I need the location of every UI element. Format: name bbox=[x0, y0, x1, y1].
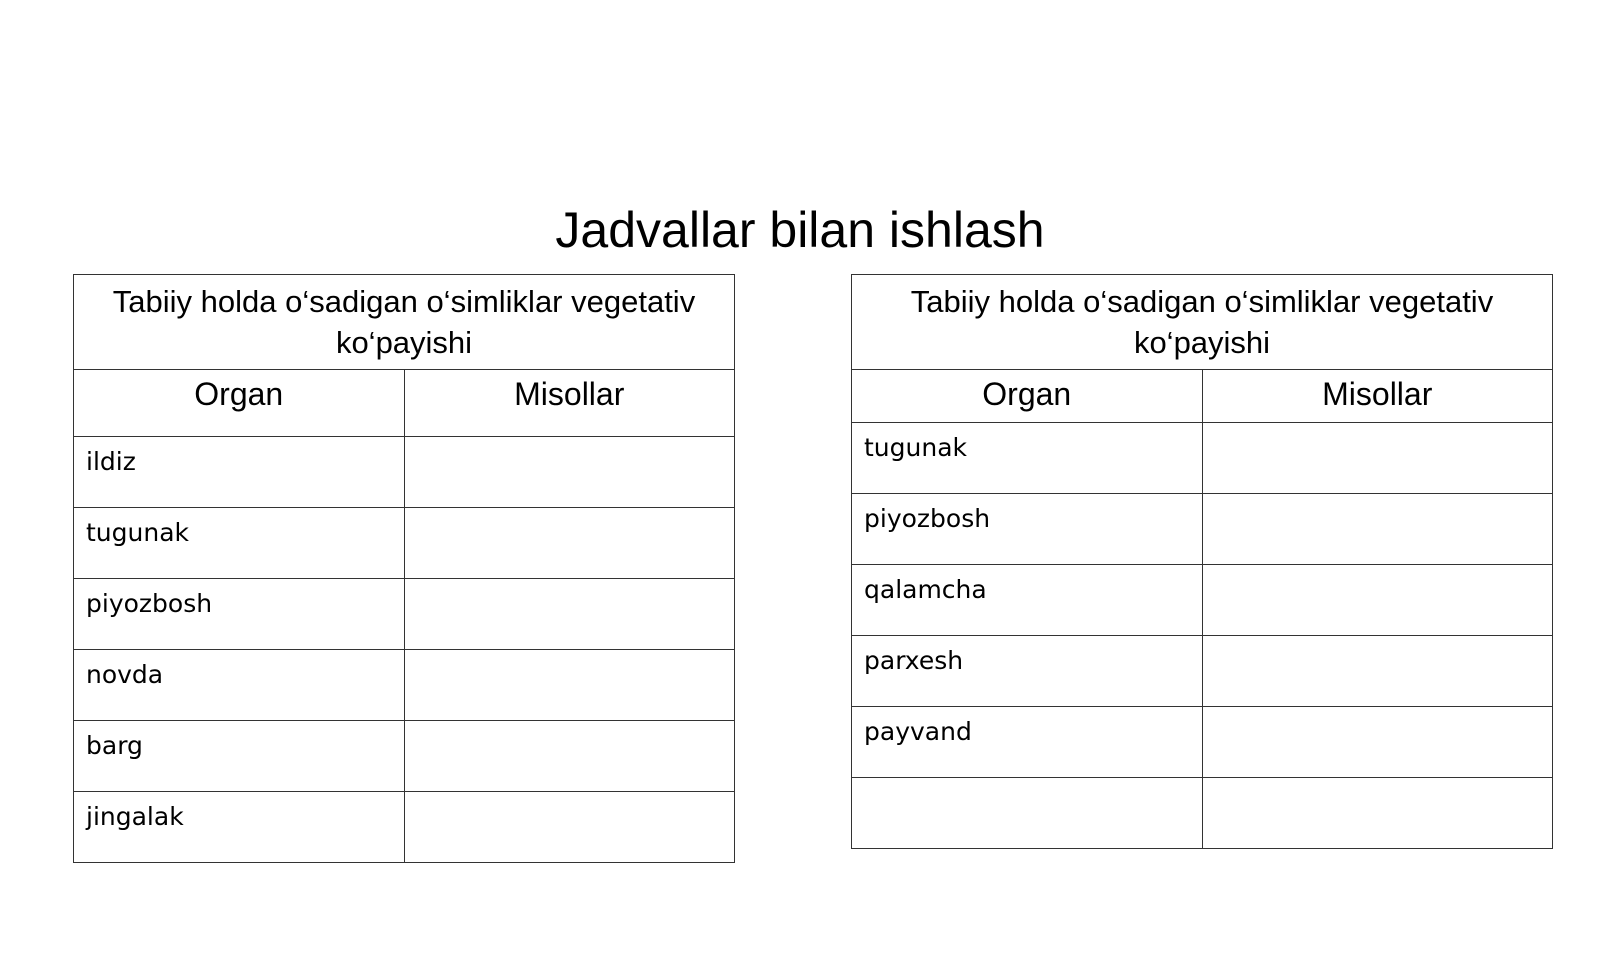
table-row bbox=[74, 792, 735, 863]
examples-cell[interactable] bbox=[404, 721, 735, 792]
table-row bbox=[852, 778, 1553, 849]
organ-cell: tugunak bbox=[74, 508, 405, 579]
table-row bbox=[74, 721, 735, 792]
organ-cell[interactable] bbox=[852, 778, 1203, 849]
table-row bbox=[852, 636, 1553, 707]
examples-cell[interactable] bbox=[404, 437, 735, 508]
table-row bbox=[74, 650, 735, 721]
table-row bbox=[852, 565, 1553, 636]
examples-cell[interactable] bbox=[404, 508, 735, 579]
organ-cell: barg bbox=[74, 721, 405, 792]
examples-cell[interactable] bbox=[404, 650, 735, 721]
organ-cell: novda bbox=[74, 650, 405, 721]
organ-cell: piyozbosh bbox=[852, 494, 1203, 565]
left-worksheet-table bbox=[73, 274, 735, 863]
organ-cell: piyozbosh bbox=[74, 579, 405, 650]
table-row bbox=[852, 423, 1553, 494]
organ-cell: payvand bbox=[852, 707, 1203, 778]
organ-cell: jingalak bbox=[74, 792, 405, 863]
examples-cell[interactable] bbox=[1202, 565, 1553, 636]
table-row bbox=[852, 707, 1553, 778]
organ-cell: ildiz bbox=[74, 437, 405, 508]
examples-cell[interactable] bbox=[1202, 423, 1553, 494]
organ-cell: qalamcha bbox=[852, 565, 1203, 636]
table-caption: Tabiiy holda o‘sadigan o‘simliklar vegetativ ko‘payishi bbox=[852, 275, 1553, 370]
table-caption: Tabiiy holda o‘sadigan o‘simliklar vegetativ ko‘payishi bbox=[74, 275, 735, 370]
organ-cell: tugunak bbox=[852, 423, 1203, 494]
examples-cell[interactable] bbox=[404, 792, 735, 863]
column-header-organ: Organ bbox=[74, 370, 405, 437]
examples-cell[interactable] bbox=[1202, 778, 1553, 849]
table-row bbox=[74, 437, 735, 508]
table-row bbox=[74, 579, 735, 650]
page-title: Jadvallar bilan ishlash bbox=[555, 202, 1045, 258]
right-worksheet-table bbox=[851, 274, 1553, 849]
column-header-misollar: Misollar bbox=[404, 370, 735, 437]
column-header-organ: Organ bbox=[852, 370, 1203, 423]
examples-cell[interactable] bbox=[1202, 636, 1553, 707]
examples-cell[interactable] bbox=[1202, 494, 1553, 565]
column-header-misollar: Misollar bbox=[1202, 370, 1553, 423]
examples-cell[interactable] bbox=[404, 579, 735, 650]
examples-cell[interactable] bbox=[1202, 707, 1553, 778]
table-row bbox=[74, 508, 735, 579]
table-row bbox=[852, 494, 1553, 565]
organ-cell: parxesh bbox=[852, 636, 1203, 707]
